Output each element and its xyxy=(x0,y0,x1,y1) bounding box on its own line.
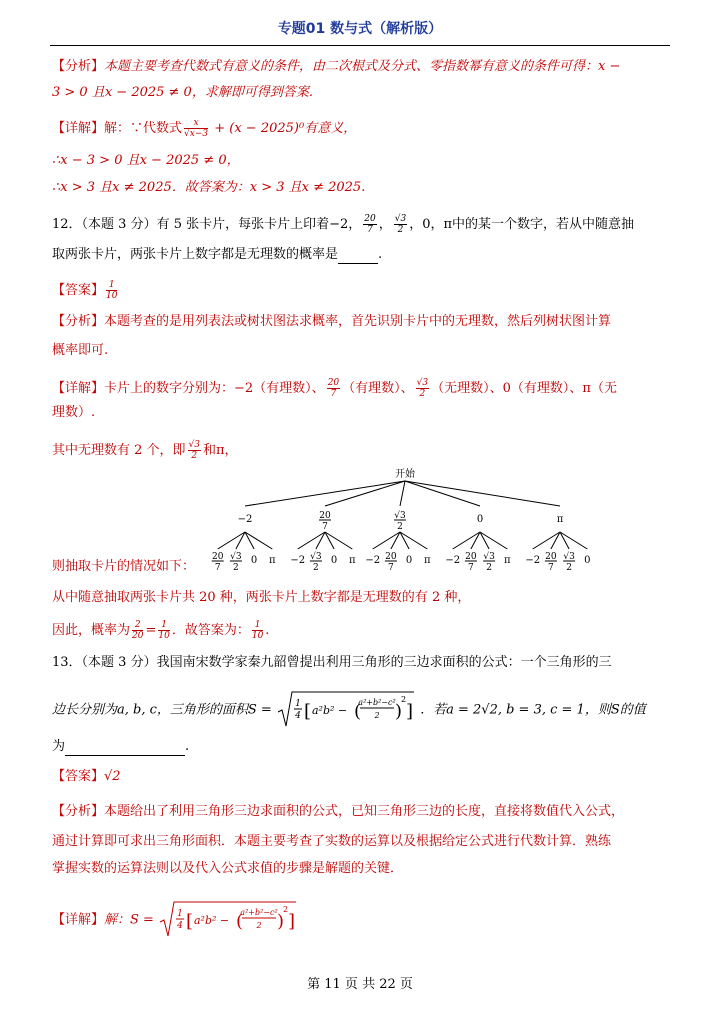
tree-node-level2 xyxy=(483,551,495,573)
fraction-2-20: $\frac{2}{20}$ xyxy=(132,620,144,641)
detail-tag: 【详解】 xyxy=(52,912,105,928)
svg-text:7: 7 xyxy=(388,563,394,573)
q12-stem-line2: 取两张卡片，两张卡片上数字都是无理数的概率是 . xyxy=(52,247,383,262)
q12-analysis-line2: 概率即可. xyxy=(52,343,109,358)
tree-root-label: 开始 xyxy=(395,469,415,480)
q11-analysis-line1 xyxy=(52,58,620,76)
page-header: 专题01 数与式（解析版） xyxy=(277,21,443,37)
q12-prob-line: 因此，概率为 $\frac{2}{20}$ = $\frac{1}{10}$ ．故答案为： $\frac{1}{10}$ . xyxy=(52,620,270,641)
svg-text:2: 2 xyxy=(400,695,407,704)
tree-node-level2: 0 xyxy=(330,555,338,566)
tree-branch xyxy=(245,481,405,506)
svg-text:√3: √3 xyxy=(483,552,495,562)
q13-answer-line xyxy=(52,768,121,786)
svg-text:7: 7 xyxy=(214,563,221,573)
svg-text:7: 7 xyxy=(468,563,474,573)
tree-node-level2 xyxy=(310,551,322,573)
tree-branch xyxy=(405,481,560,506)
tree-node-level2 xyxy=(465,552,477,573)
answer-blank xyxy=(338,245,378,264)
tree-node-level2: 0 xyxy=(250,555,258,566)
tree-node-level2 xyxy=(563,551,575,573)
q12-total-line: 从中随意抽取两张卡片共 20 种，两张卡片上数字都是无理数的有 2 种， xyxy=(52,590,471,605)
analysis-tag: 【分析】 xyxy=(52,804,105,819)
answer-tag: 【答案】 xyxy=(52,283,105,298)
tree-diagram xyxy=(210,467,600,575)
svg-text:a²b² −: a²b² − xyxy=(311,704,348,717)
tree-node-level2: π xyxy=(424,555,431,566)
tree-node-level1: π xyxy=(556,514,564,525)
svg-text:20: 20 xyxy=(545,552,557,562)
tree-node-level2: −2 xyxy=(525,555,541,566)
header-divider xyxy=(50,45,670,46)
q13-analysis-line3: 掌握实数的运算法则以及代入公式求值的步骤是解题的关键． xyxy=(52,861,404,876)
tree-node-level2: π xyxy=(269,555,276,566)
svg-text:(: ( xyxy=(353,701,361,722)
detail-tag: 【详解】 xyxy=(52,381,105,396)
tree-node-level2: 0 xyxy=(405,555,413,566)
tree-branch xyxy=(400,481,405,506)
svg-text:]: ] xyxy=(405,701,413,722)
q13-stem-line1: 13．（本题 3 分）我国南宋数学家秦九韶曾提出利用三角形的三边求面积的公式：一个三角形的三 xyxy=(52,655,612,670)
tree-node-level1 xyxy=(394,510,406,532)
svg-text:]: ] xyxy=(288,911,296,932)
q11-analysis-line2: 3 > 0 且x − 2025 ≠ 0，求解即可得到答案. xyxy=(52,85,313,100)
tree-node-level2 xyxy=(212,552,224,573)
svg-text:a²+b²−c²: a²+b²−c² xyxy=(240,908,278,917)
q12-irrational-line: 其中无理数有 2 个，即 $\frac{√3}{2}$ 和π， xyxy=(52,440,238,461)
svg-text:2: 2 xyxy=(566,563,572,573)
svg-text:20: 20 xyxy=(465,552,477,562)
tree-node-level2: π xyxy=(349,555,356,566)
svg-text:2: 2 xyxy=(313,563,319,573)
q13-analysis-line2: 通过计算即可求出三角形面积．本题主要考查了实数的运算以及根据给定公式进行代数计算．熟练 xyxy=(52,834,612,849)
answer-tag: 【答案】 xyxy=(52,769,105,784)
svg-text:1: 1 xyxy=(177,909,183,919)
svg-text:[: [ xyxy=(303,701,311,722)
svg-text:7: 7 xyxy=(548,563,554,573)
q12-analysis-line1: 【分析】本题考查的是用列表法或树状图法求概率，首先识别卡片中的无理数，然后列树状图计算 xyxy=(52,314,612,329)
fraction-root3-2: $\frac{√3}{2}$ xyxy=(416,378,429,399)
svg-text:a²b² −: a²b² − xyxy=(194,914,230,927)
tree-node-level2: −2 xyxy=(290,555,306,566)
q12-detail-line1: 【详解】卡片上的数字分别为：−2（有理数）、 $\frac{20}{7}$ （有理数）、 $\frac{√3}{2}$ （无理数）、0（有理数）、π（无 xyxy=(52,378,617,399)
q12-stem-a: 12．（本题 3 分）有 5 张卡片，每张卡片上印着−2， xyxy=(52,217,362,232)
svg-text:4: 4 xyxy=(295,711,301,721)
answer-blank xyxy=(65,737,185,756)
q12-stem-line1: 12．（本题 3 分）有 5 张卡片，每张卡片上印着−2， $\frac{20}{7}$ ， $\frac{√3}{2}$ ，0，π中的某一个数字，若从中随意抽 xyxy=(52,214,635,235)
q12-answer-line xyxy=(52,280,119,301)
heron-formula xyxy=(276,690,416,730)
fraction-root3-2: $\frac{√3}{2}$ xyxy=(394,214,407,235)
q12-stem-text: 取两张卡片，两张卡片上数字都是无理数的概率是 xyxy=(52,247,339,262)
svg-text:√3: √3 xyxy=(230,552,242,562)
q11-step1: ∴x − 3 > 0 且x − 2025 ≠ 0， xyxy=(52,153,240,168)
svg-text:[: [ xyxy=(186,911,194,932)
tree-node-level2 xyxy=(385,552,397,573)
q11-step2: ∴x > 3 且x ≠ 2025．故答案为：x > 3 且x ≠ 2025. xyxy=(52,180,366,195)
svg-text:a²+b²−c²: a²+b²−c² xyxy=(358,698,396,707)
q11-analysis-text: 本题主要考查代数式有意义的条件，由二次根式及分式、零指数幂有意义的条件可得：x − xyxy=(104,59,621,74)
detail-tag: 【详解】 xyxy=(52,121,105,136)
svg-text:20: 20 xyxy=(319,511,331,521)
svg-text:1: 1 xyxy=(295,699,301,709)
tree-node-level2: −2 xyxy=(365,555,381,566)
svg-text:√3: √3 xyxy=(310,552,322,562)
tree-node-level1 xyxy=(319,511,331,532)
svg-text:): ) xyxy=(277,911,285,932)
q12-cases-line: 则抽取卡片的情况如下： xyxy=(52,559,196,574)
q12-answer-fraction: $\frac{1}{10}$ xyxy=(106,280,118,301)
tree-node-level1: −2 xyxy=(237,514,253,525)
fraction-1-10: $\frac{1}{10}$ xyxy=(251,620,264,641)
svg-text:√3: √3 xyxy=(563,552,575,562)
svg-text:2: 2 xyxy=(256,921,262,930)
analysis-tag: 【分析】 xyxy=(52,314,105,329)
svg-text:20: 20 xyxy=(385,552,397,562)
q11-detail-pre: 解：∵代数式 xyxy=(104,121,183,136)
svg-text:7: 7 xyxy=(322,522,328,532)
q13-stem-line3: 为 . xyxy=(52,739,190,754)
fraction-20-7: $\frac{20}{7}$ xyxy=(327,378,340,399)
q12-detail-line2: 理数）. xyxy=(52,405,96,420)
svg-text:√3: √3 xyxy=(394,511,406,521)
svg-text:4: 4 xyxy=(177,921,183,931)
svg-text:2: 2 xyxy=(283,905,289,914)
page-footer: 第 11 页 共 22 页 xyxy=(307,977,413,992)
svg-text:2: 2 xyxy=(233,563,239,573)
tree-node-level2 xyxy=(230,551,242,573)
analysis-tag: 【分析】 xyxy=(52,59,105,74)
svg-text:20: 20 xyxy=(211,552,224,562)
fraction-root3-2: $\frac{√3}{2}$ xyxy=(188,440,201,461)
q11-detail-post: + (x − 2025)⁰有意义， xyxy=(210,121,357,136)
svg-text:2: 2 xyxy=(374,711,380,720)
q13-detail-line: 【详解】解：S = 1 4 [ a²b² − ( a²+b²−c² 2 ) 2 ] xyxy=(52,900,298,940)
tree-branch xyxy=(405,481,480,506)
svg-text:2: 2 xyxy=(397,522,403,532)
svg-text:): ) xyxy=(394,701,402,722)
fraction-20-7: $\frac{20}{7}$ xyxy=(364,214,376,235)
tree-node-level1: 0 xyxy=(476,514,484,525)
tree-node-level2: −2 xyxy=(445,555,461,566)
tree-node-level2: 0 xyxy=(584,555,591,566)
q11-detail-line xyxy=(52,118,356,139)
fraction-1-10: $\frac{1}{10}$ xyxy=(158,620,170,641)
q11-fraction: $\frac{x}{√x-3}$ xyxy=(184,118,209,139)
tree-branch xyxy=(325,481,405,506)
q13-analysis-line1: 【分析】本题给出了利用三角形三边求面积的公式，已知三角形三边的长度，直接将数值代入公式， xyxy=(52,804,625,819)
heron-formula-detail xyxy=(158,900,298,940)
q13-answer: √2 xyxy=(104,769,121,784)
svg-text:(: ( xyxy=(236,911,244,932)
tree-node-level2: π xyxy=(504,555,511,566)
q13-stem-line2: 边长分别为a, b, c，三角形的面积S = 1 4 [ a²b² − ( a²+b²−c² 2 ) 2 ] ．若a = 2√2, b = 3, c = 1，则S的值 xyxy=(52,690,646,730)
tree-node-level2 xyxy=(545,552,557,573)
q12-stem-b: ，0，π中的某一个数字，若从中随意抽 xyxy=(409,217,635,232)
svg-text:2: 2 xyxy=(486,563,492,573)
